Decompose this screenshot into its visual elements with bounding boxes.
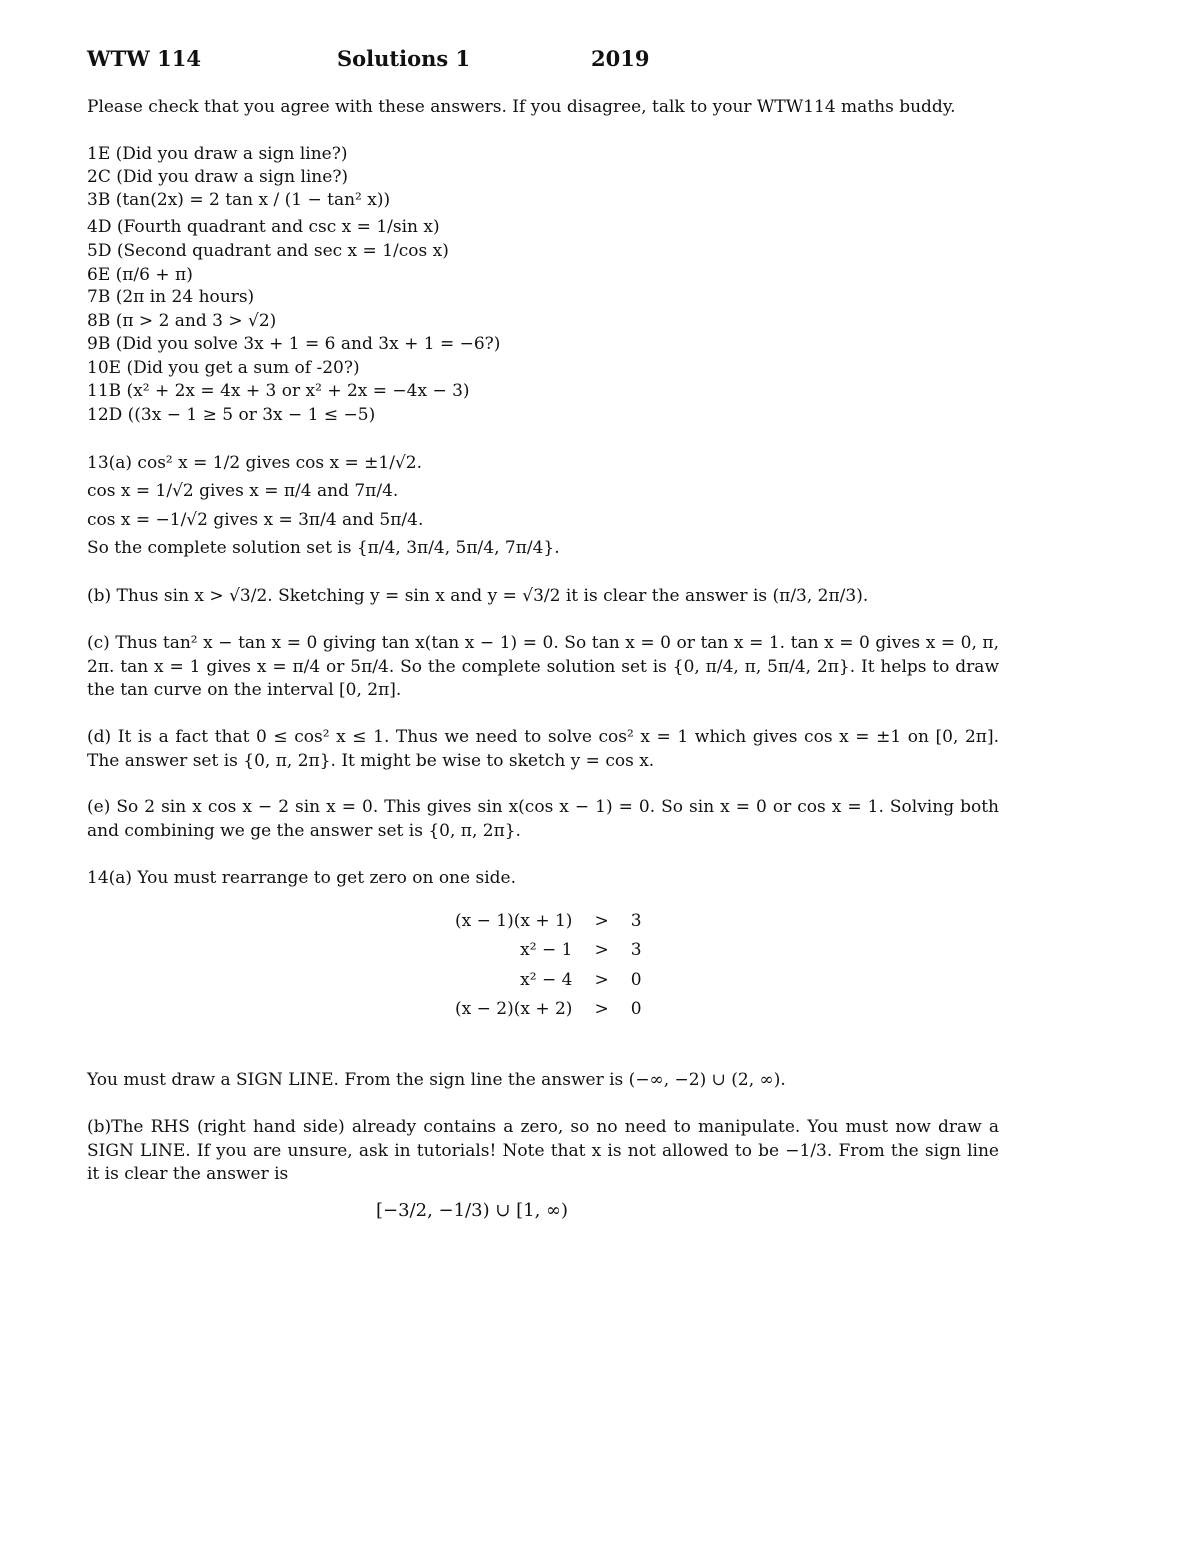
q13a-line-2: cos x = 1/√2 gives x = π/4 and 7π/4. — [87, 481, 399, 501]
q13b-text: (b) Thus sin x > √3/2. Sketching y = sin x and y = √3/2 it is clear the answer is (π/3, 2π/3). — [87, 586, 869, 606]
answer-2: 2C (Did you draw a sign line?) — [87, 167, 349, 187]
q13c-text: (c) Thus tan² x − tan x = 0 giving tan x(tan x − 1) = 0. So tan x = 0 or tan x = 1. tan x = 0 gives x = 0, π, 2π. tan x = 1 gives x = π/4 or 5π/4. So the complete solution set is {0, π/4, π, 5π/4, 2π}. It helps to draw the tan curve on the interval [0, 2π]. — [87, 633, 999, 700]
equation-rhs: 0 — [630, 969, 642, 990]
intro-text: Please check that you agree with these answers. If you disagree, talk to your WTW114 maths buddy. — [87, 97, 956, 117]
equation-rhs: 0 — [630, 999, 642, 1020]
q14a-equation-array — [87, 906, 999, 1024]
equation-operator: > — [594, 999, 609, 1020]
answer-5: 5D (Second quadrant and sec x = 1/cos x) — [87, 241, 449, 261]
answer-8: 8B (π > 2 and 3 > √2) — [87, 311, 277, 331]
answer-9: 9B (Did you solve 3x + 1 = 6 and 3x + 1 = −6?) — [87, 334, 501, 354]
q14a-answer: You must draw a SIGN LINE. From the sign line the answer is (−∞, −2) ∪ (2, ∞). — [87, 1070, 786, 1090]
answer-7: 7B (2π in 24 hours) — [87, 287, 255, 307]
equation-lhs: (x − 2)(x + 2) — [455, 999, 573, 1020]
equation-rhs: 3 — [630, 940, 642, 961]
document-title: Solutions 1 — [337, 46, 471, 71]
answer-11: 11B (x² + 2x = 4x + 3 or x² + 2x = −4x − 3) — [87, 381, 470, 401]
equation-operator: > — [594, 940, 609, 961]
equation-row — [447, 936, 650, 966]
q14b-answer: [−3/2, −1/3) ∪ [1, ∞) — [376, 1200, 569, 1221]
equation-lhs: x² − 1 — [520, 940, 573, 961]
equation-rhs: 3 — [630, 910, 642, 931]
answer-3: 3B (tan(2x) = 2 tan x / (1 − tan² x)) — [87, 190, 391, 210]
course-code: WTW 114 — [87, 46, 201, 71]
answer-1: 1E (Did you draw a sign line?) — [87, 144, 348, 164]
q14b-text: (b)The RHS (right hand side) already contains a zero, so no need to manipulate. You must now draw a SIGN LINE. If you are unsure, ask in tutorials! Note that x is not allowed to be −1/3. From the sign line it is clear the answer is — [87, 1117, 999, 1184]
q13e-text: (e) So 2 sin x cos x − 2 sin x = 0. This gives sin x(cos x − 1) = 0. So sin x = 0 or cos x = 1. Solving both and combining we ge the answer set is {0, π, 2π}. — [87, 797, 999, 841]
equation-operator: > — [594, 969, 609, 990]
q13a-line-1: 13(a) cos² x = 1/2 gives cos x = ±1/√2. — [87, 453, 423, 473]
answer-10: 10E (Did you get a sum of -20?) — [87, 358, 360, 378]
year: 2019 — [591, 46, 650, 71]
answer-12: 12D ((3x − 1 ≥ 5 or 3x − 1 ≤ −5) — [87, 405, 376, 425]
equation-lhs: (x − 1)(x + 1) — [455, 910, 573, 931]
q13d-text: (d) It is a fact that 0 ≤ cos² x ≤ 1. Thus we need to solve cos² x = 1 which gives cos x = ±1 on [0, 2π]. The answer set is {0, π, 2π}. It might be wise to sketch y = cos x. — [87, 727, 999, 771]
equation-operator: > — [594, 910, 609, 931]
q14a-intro: 14(a) You must rearrange to get zero on one side. — [87, 868, 516, 888]
q13a-line-4: So the complete solution set is {π/4, 3π/4, 5π/4, 7π/4}. — [87, 538, 560, 558]
equation-row — [447, 995, 650, 1025]
q13a-line-3: cos x = −1/√2 gives x = 3π/4 and 5π/4. — [87, 510, 424, 530]
answer-6: 6E (π/6 + π) — [87, 265, 193, 285]
equation-row — [447, 965, 650, 995]
equation-lhs: x² − 4 — [520, 969, 573, 990]
answer-4: 4D (Fourth quadrant and csc x = 1/sin x) — [87, 217, 440, 237]
equation-row — [447, 906, 650, 936]
